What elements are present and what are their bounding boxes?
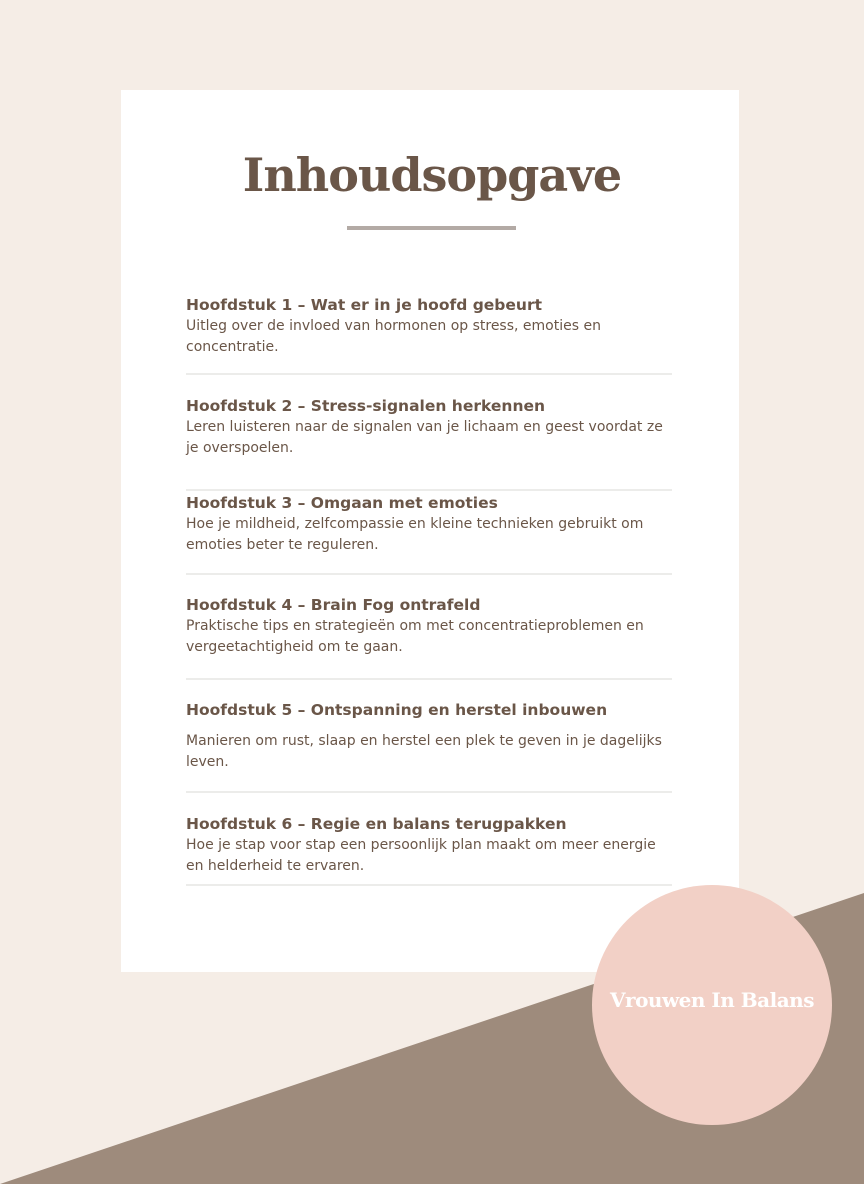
chapter-4 xyxy=(186,594,676,658)
chapter-3-description: Hoe je mildheid, zelfcompassie en kleine technieken gebruikt om emoties beter te reguleren. xyxy=(186,516,644,553)
chapter-divider xyxy=(186,489,672,491)
chapter-5 xyxy=(186,699,676,773)
chapter-5-description: Manieren om rust, slaap en herstel een plek te geven in je dagelijks leven. xyxy=(186,733,662,770)
brand-name: Vrouwen In Balans xyxy=(610,988,814,1012)
chapter-6-description: Hoe je stap voor stap een persoonlijk plan maakt om meer energie en helderheid te ervaren. xyxy=(186,837,656,874)
chapter-4-title: Hoofdstuk 4 – Brain Fog ontrafeld xyxy=(186,596,481,614)
chapter-3 xyxy=(186,492,676,556)
chapter-5-title: Hoofdstuk 5 – Ontspanning en herstel inbouwen xyxy=(186,701,608,719)
chapter-2-title: Hoofdstuk 2 – Stress-signalen herkennen xyxy=(186,397,546,415)
chapter-2-description: Leren luisteren naar de signalen van je lichaam en geest voordat ze je overspoelen. xyxy=(186,419,663,456)
page-title: Inhoudsopgave xyxy=(242,148,622,202)
chapter-divider xyxy=(186,373,672,375)
chapter-1-description: Uitleg over de invloed van hormonen op stress, emoties en concentratie. xyxy=(186,318,601,355)
chapter-1-title: Hoofdstuk 1 – Wat er in je hoofd gebeurt xyxy=(186,296,543,314)
chapter-1 xyxy=(186,294,676,358)
title-underline xyxy=(347,226,516,230)
chapter-6-title: Hoofdstuk 6 – Regie en balans terugpakken xyxy=(186,815,567,833)
brand-badge xyxy=(592,885,832,1125)
chapter-divider xyxy=(186,884,672,886)
chapter-6 xyxy=(186,813,676,877)
chapter-divider xyxy=(186,791,672,793)
chapter-4-description: Praktische tips en strategieën om met concentratieproblemen en vergeetachtigheid om te gaan. xyxy=(186,618,644,655)
chapter-3-title: Hoofdstuk 3 – Omgaan met emoties xyxy=(186,494,498,512)
chapter-divider xyxy=(186,678,672,680)
chapter-divider xyxy=(186,573,672,575)
chapter-2 xyxy=(186,395,676,459)
